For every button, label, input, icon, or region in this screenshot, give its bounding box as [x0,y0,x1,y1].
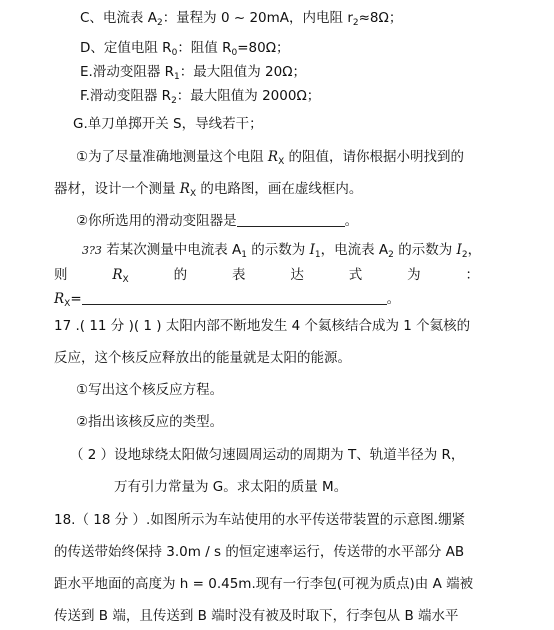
word: 达 [290,267,304,283]
text: ②你所选用的滑动变阻器是 [76,213,237,229]
text: 器材，设计一个测量 [54,181,180,197]
q16-part2 [76,212,358,230]
var-r: R [179,181,190,197]
option-f [80,87,320,110]
subscript: 2 [461,250,468,260]
option-d [80,39,290,62]
option-c-text: C、电流表 A [80,10,157,26]
text: 的电路图，画在虚线框内。 [196,181,363,197]
q17-sub1: ①写出这个核反应方程。 [76,382,224,398]
var-r: R [267,149,279,165]
word: 表 [231,267,246,283]
subscript: 2 [171,96,177,106]
option-f-text: F.滑动变阻器 R [80,88,172,104]
option-e-end: ：最大阻值为 20Ω； [179,64,307,80]
subscript: X [189,189,197,199]
option-e-text: E.滑动变阻器 R [80,64,174,80]
text: ， [467,242,482,258]
word: 为 [407,267,421,283]
word: 则 [54,267,68,283]
q16-part3 [82,241,481,264]
var-r: R [54,291,65,307]
option-c-rest: ：量程为 0 ~ 20mA，内电阻 r [162,10,353,26]
q16-part1-line1 [76,148,464,171]
var-i: I [309,242,315,258]
option-c [80,9,402,32]
subscript: X [122,275,129,285]
text: 。 [344,213,359,229]
option-d-text: D、定值电阻 R [80,40,172,56]
text: ，电流表 A [320,242,389,258]
var-r: R [112,267,123,283]
subscript: 2 [156,18,163,28]
var-i: I [456,242,462,258]
word-rx [112,266,128,289]
option-f-end: ：最大阻值为 2000Ω； [176,88,321,104]
option-g [73,115,263,133]
q18-line4: 传送到 B 端，且传送到 B 端时没有被及时取下，行李包从 B 端水平 [54,608,459,624]
q17-part2-line2: 万有引力常量为 G。求太阳的质量 M。 [114,479,348,495]
text: 的示数为 [393,242,457,258]
option-d-mid: ：阻值 R [177,40,232,56]
q18-line2: 的传送带始终保持 3.0m / s 的恒定速率运行，传送带的水平部分 AB [54,544,465,560]
q18-line1: 18.（ 18 分 ）.如图所示为车站使用的水平传送带装置的示意图.绷紧 [54,512,466,528]
q16-part1-line2 [54,180,362,203]
q17-sub2: ②指出该核反应的类型。 [76,414,224,430]
word: 的 [173,267,188,283]
q16-expression-line [54,266,479,289]
q17-line2: 反应，这个核反应释放出的能量就是太阳的能源。 [54,350,351,366]
text: 的示数为 [246,242,310,258]
answer-blank[interactable] [237,212,345,227]
subscript: X [64,299,71,309]
option-c-end: ≈8Ω； [358,10,403,26]
answer-blank[interactable] [82,290,387,305]
subscript: 1 [241,250,247,260]
subscript: 0 [231,48,238,58]
part-number: 3?3 [82,244,102,257]
option-d-end: =80Ω； [237,40,290,56]
word: ： [465,267,479,283]
q18-line3: 距水平地面的高度为 h = 0.45m.现有一行李包(可视为质点)由 A 端被 [54,576,474,592]
subscript: 2 [352,18,359,28]
subscript: X [278,157,285,167]
subscript: 1 [174,72,180,82]
option-g-text: G.单刀单掷开关 S，导线若干； [73,116,263,132]
option-e [80,63,306,86]
q17-line1: 17 .( 11 分 )( 1 ) 太阳内部不断地发生 4 个氦核结合成为 1 个氦核的 [54,318,471,334]
text: 若某次测量中电流表 A [101,242,242,258]
q17-part2-line1: （ 2 ）设地球绕太阳做匀速圆周运动的周期为 T、轨道半径为 R， [70,447,465,463]
text: 的阻值，请你根据小明找到的 [284,149,465,165]
subscript: 1 [314,250,321,260]
equals: = [70,291,82,307]
text: ①为了尽量准确地测量这个电阻 [76,149,268,165]
subscript: 2 [388,250,394,260]
subscript: 0 [171,48,178,58]
word: 式 [348,267,363,283]
text: 。 [386,291,401,307]
q16-rx-answer [54,290,400,313]
